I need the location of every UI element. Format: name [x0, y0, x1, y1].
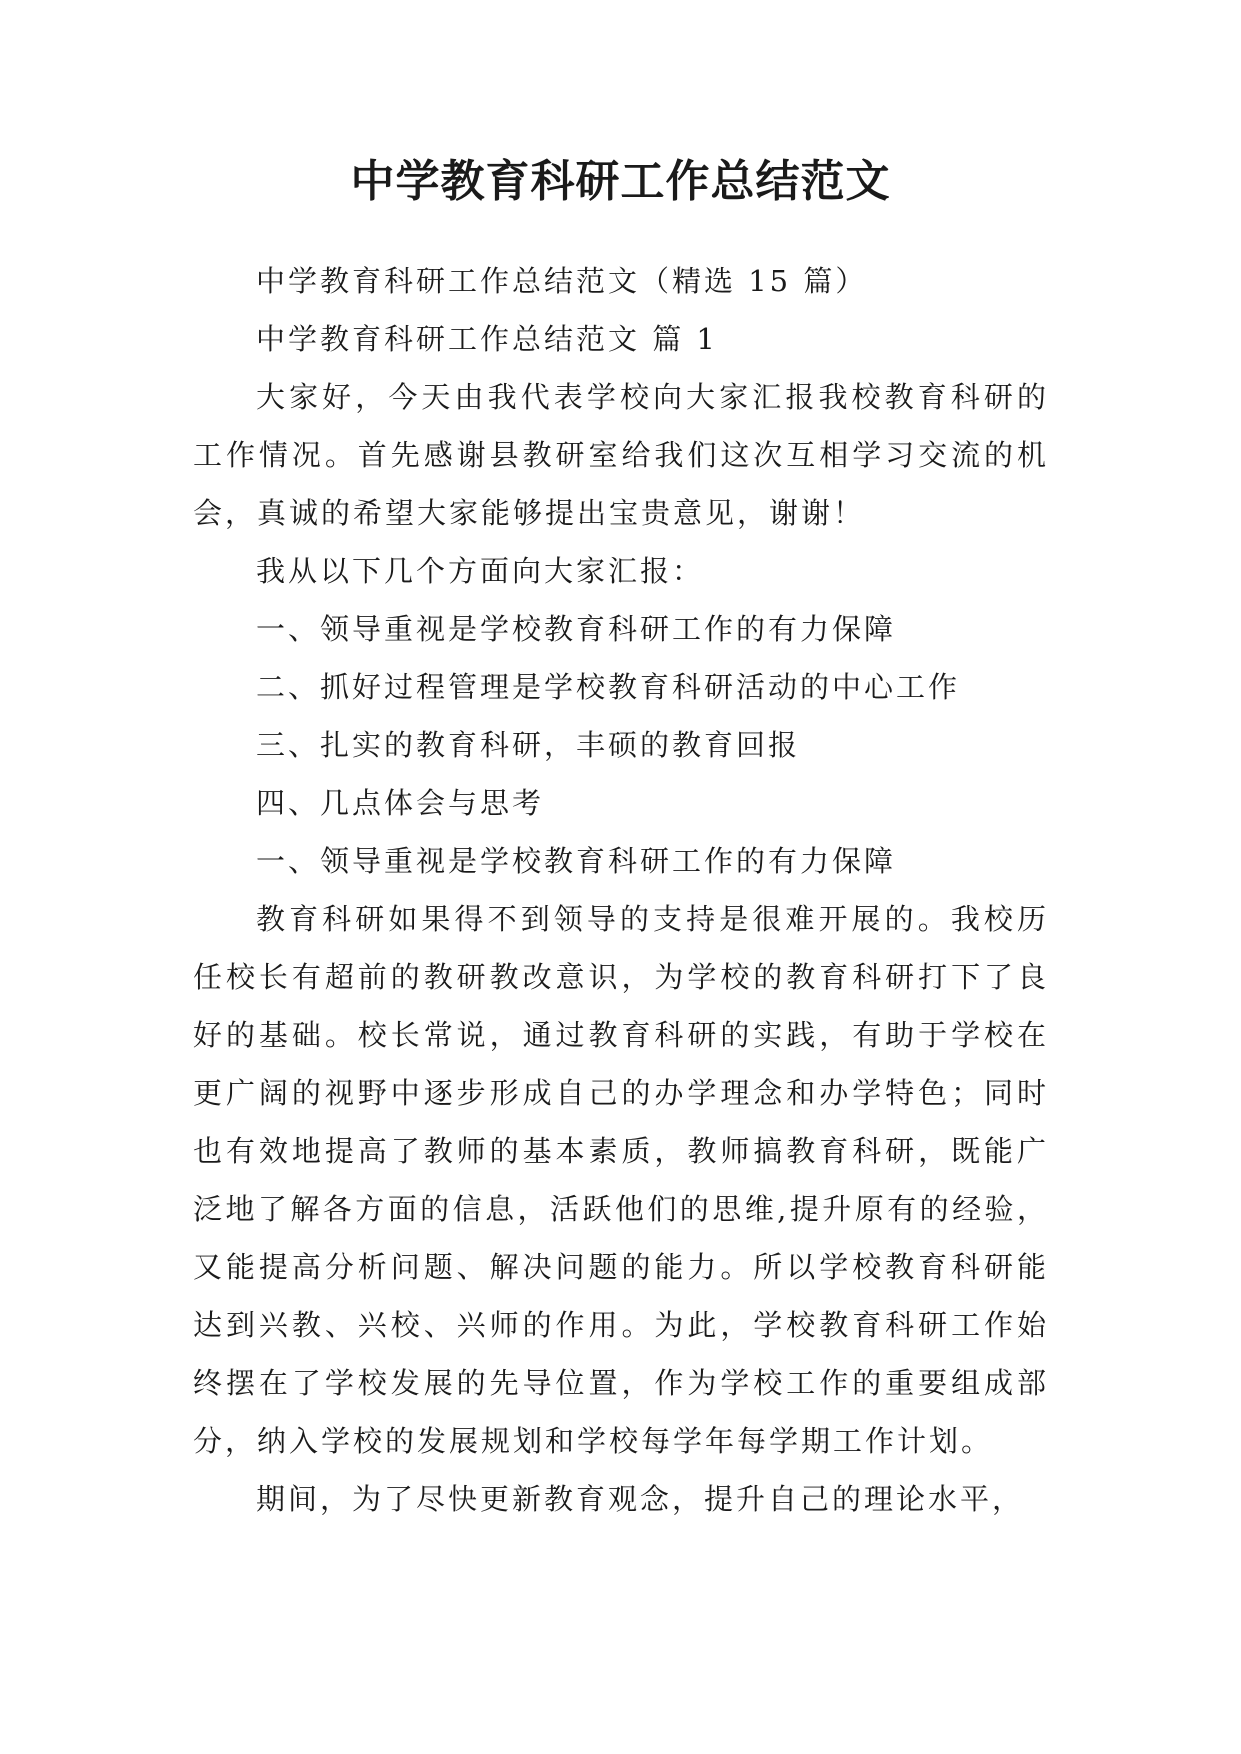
section-heading-1: 一、领导重视是学校教育科研工作的有力保障: [256, 844, 897, 878]
outline-item-3: 三、扎实的教育科研，丰硕的教育回报: [256, 728, 801, 762]
paragraph-subtitle: 中学教育科研工作总结范文（精选 15 篇）: [256, 264, 868, 298]
outline-item-4: 四、几点体会与思考: [256, 786, 545, 820]
document-title: 中学教育科研工作总结范文: [350, 156, 891, 207]
paragraph-greeting: 大家好，今天由我代表学校向大家汇报我校教育科研的工作情况。首先感谢县教研室给我们这次互相学习交流的机会，真诚的希望大家能够提出宝贵意见，谢谢！: [193, 380, 1049, 530]
outline-item-2: 二、抓好过程管理是学校教育科研活动的中心工作: [256, 670, 961, 704]
document-body: [193, 252, 1049, 1528]
paragraph-section-heading: 中学教育科研工作总结范文 篇 1: [256, 322, 718, 356]
paragraph-leadership: 教育科研如果得不到领导的支持是很难开展的。我校历任校长有超前的教研教改意识，为学校的教育科研打下了良好的基础。校长常说，通过教育科研的实践，有助于学校在更广阔的视野中逐步形成自己的办学理念和办学特色；同时也有效地提高了教师的基本素质，教师搞教育科研，既能广泛地了解各方面的信息，活跃他们的思维,提升原有的经验，又能提高分析问题、解决问题的能力。所以学校教育科研能达到兴教、兴校、兴师的作用。为此，学校教育科研工作始终摆在了学校发展的先导位置，作为学校工作的重要组成部分，纳入学校的发展规划和学校每学年每学期工作计划。: [193, 902, 1049, 1458]
outline-item-1: 一、领导重视是学校教育科研工作的有力保障: [256, 612, 897, 646]
paragraph-continuation: 期间，为了尽快更新教育观念，提升自己的理论水平，: [256, 1482, 1025, 1516]
paragraph-outline-intro: 我从以下几个方面向大家汇报：: [256, 554, 705, 588]
